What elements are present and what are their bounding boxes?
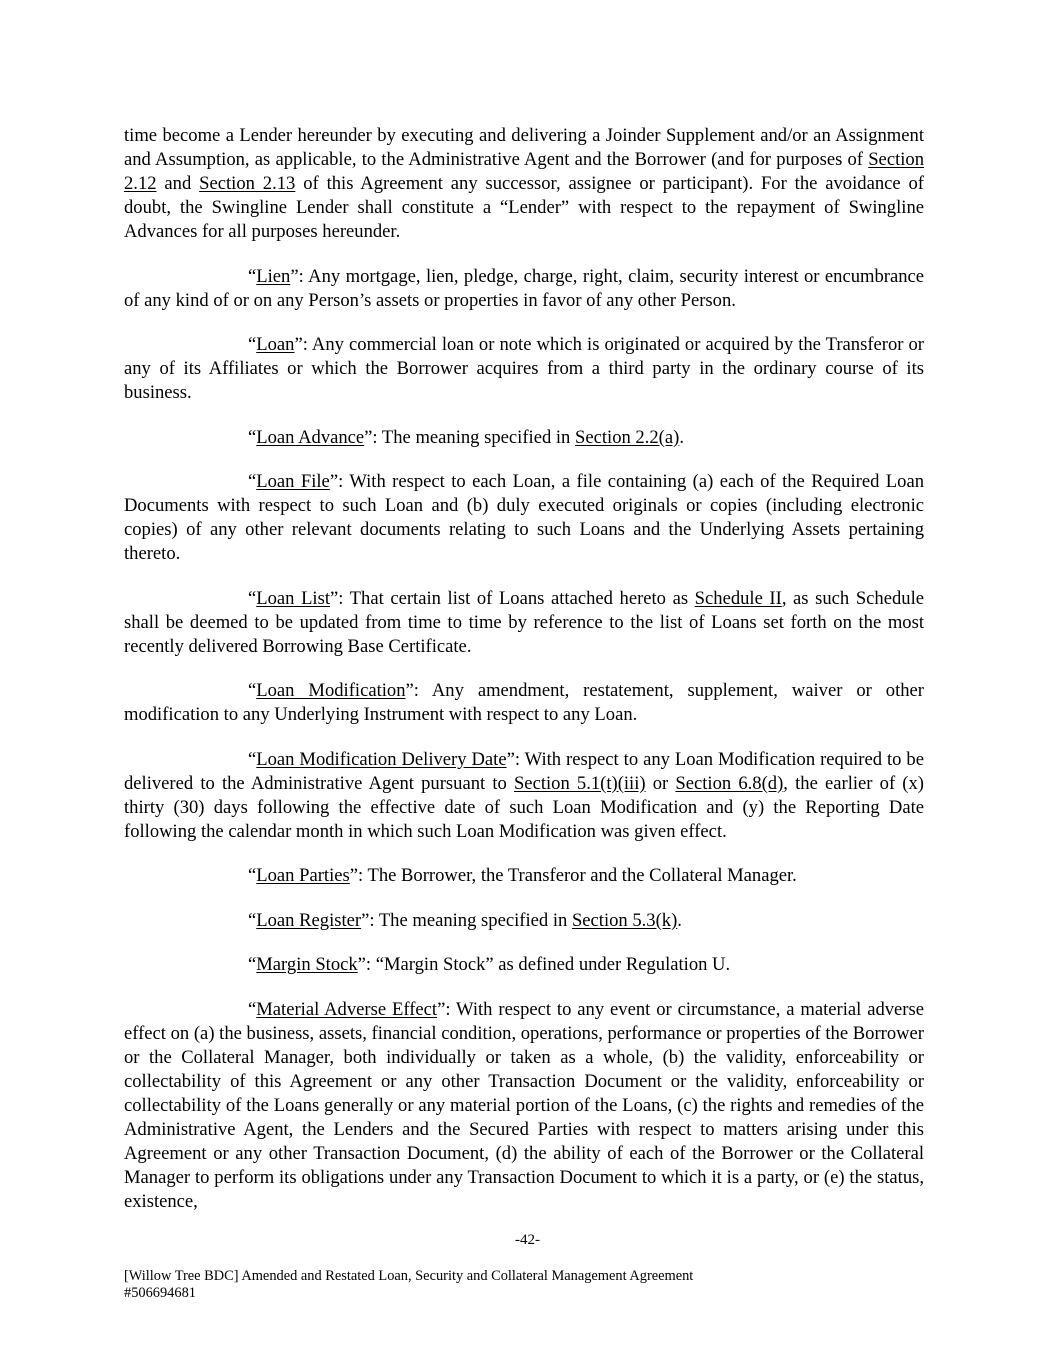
definition-loan-list (124, 587, 924, 659)
definition-loan-parties (124, 864, 924, 888)
defined-term: Loan Modification Delivery Date (256, 748, 507, 770)
open-quote: “ (248, 954, 257, 975)
open-quote: “ (248, 334, 257, 355)
defined-term: Loan Register (256, 909, 362, 931)
definition-loan-register (124, 909, 924, 933)
open-quote: “ (248, 471, 257, 492)
text-run: of this Agreement any successor, assignee or participant). For the avoidance of doubt, the Swingline Lender shall constitute a “Lender” with respect to the repayment of Swingline Advances for all purposes hereunder. (124, 173, 924, 242)
definition-text-end: , as such Schedule shall be deemed to be updated from time to time by reference to the list of Loans set forth on the most recently delivered Borrowing Base Certificate. (124, 587, 924, 657)
definition-text: ”: Any mortgage, lien, pledge, charge, right, claim, security interest or encumbrance of any kind of or on any Person’s assets or properties in favor of any other Person. (124, 265, 924, 311)
open-quote: “ (248, 998, 257, 1020)
schedule-reference: Schedule II (694, 587, 782, 609)
definition-text: ”: Any commercial loan or note which is originated or acquired by the Transferor or any of its Affiliates or which the Borrower acquires from a third party in the ordinary course of its business. (124, 334, 924, 403)
defined-term: Margin Stock (256, 954, 358, 975)
definition-text: ”: With respect to any Loan Modification required to be delivered to the Administrative Agent pursuant to (124, 748, 924, 794)
section-reference: Section 5.3(k) (571, 909, 678, 931)
defined-term: Loan File (256, 471, 330, 492)
section-reference: Section 2.2(a) (575, 426, 680, 448)
text-run: time become a Lender hereunder by executing and delivering a Joinder Supplement and/or an Assignment and Assumption, as applicable, to the Administrative Agent and the Borrower (and for purposes of (124, 125, 924, 170)
definition-text-mid: or (645, 772, 676, 794)
defined-term: Loan Advance (256, 426, 365, 448)
section-reference: Section 2.13 (199, 173, 296, 194)
definition-loan (124, 333, 924, 405)
document-body (124, 124, 924, 1234)
open-quote: “ (248, 680, 257, 701)
defined-term: Lien (256, 265, 291, 287)
definition-text-end: . (677, 909, 682, 931)
definition-text-end: . (679, 426, 684, 448)
document-footer (124, 1268, 924, 1302)
defined-term: Loan Parties (256, 865, 350, 886)
open-quote: “ (248, 909, 257, 931)
open-quote: “ (248, 587, 257, 609)
open-quote: “ (248, 748, 257, 770)
open-quote: “ (248, 265, 257, 287)
defined-term: Loan List (256, 587, 330, 609)
definition-text: ”: The Borrower, the Transferor and the Collateral Manager. (349, 865, 797, 886)
section-reference: Section 2.12 (124, 149, 924, 194)
definition-text: ”: That certain list of Loans attached hereto as (330, 587, 695, 609)
section-reference: Section 6.8(d) (675, 772, 784, 794)
definition-lien (124, 265, 924, 313)
definition-text-end: , the earlier of (x) thirty (30) days following the effective date of such Loan Modification and (y) the Reporting Date following the calendar month in which such Loan Modification was given effect. (124, 772, 924, 842)
page-number: -42- (515, 1232, 540, 1248)
definition-text: ”: The meaning specified in (364, 426, 576, 448)
text-run: and (156, 173, 200, 194)
definition-text: ”: The meaning specified in (361, 909, 572, 931)
definition-loan-file (124, 470, 924, 566)
defined-term: Material Adverse Effect (256, 998, 438, 1020)
definition-margin-stock (124, 953, 924, 977)
definition-loan-modification-delivery-date (124, 748, 924, 844)
definition-material-adverse-effect (124, 998, 924, 1214)
open-quote: “ (248, 865, 257, 886)
section-reference: Section 5.1(t)(iii) (513, 772, 646, 794)
definition-text: ”: Any amendment, restatement, supplement, waiver or other modification to any Underlying Instrument with respect to any Loan. (124, 680, 925, 725)
open-quote: “ (248, 426, 257, 448)
footer-doc-id: #506694681 (124, 1285, 196, 1301)
continuation-paragraph (124, 124, 924, 244)
footer-title: [Willow Tree BDC] Amended and Restated Loan, Security and Collateral Management Agreement (124, 1268, 694, 1284)
definition-text: ”: “Margin Stock” as defined under Regulation U. (357, 954, 731, 975)
definition-text: ”: With respect to each Loan, a file containing (a) each of the Required Loan Documents with respect to such Loan and (b) duly executed originals or copies (including electronic copies) of any other relevant documents relating to such Loans and the Underlying Assets pertaining thereto. (124, 471, 925, 564)
defined-term: Loan (256, 334, 295, 355)
defined-term: Loan Modification (256, 680, 406, 701)
definition-loan-advance (124, 426, 924, 450)
definition-text: ”: With respect to any event or circumstance, a material adverse effect on (a) the business, assets, financial condition, operations, performance or properties of the Borrower or the Collateral Manager, both individually or taken as a whole, (b) the validity, enforceability or collectability of this Agreement or any other Transaction Document or the validity, enforceability or collectability of the Loans generally or any material portion of the Loans, (c) the rights and remedies of the Administrative Agent, the Lenders and the Secured Parties with respect to matters arising under this Agreement or any other Transaction Document, (d) the ability of each of the Borrower or the Collateral Manager to perform its obligations under any Transaction Document to which it is a party, or (e) the status, existence, (124, 998, 924, 1212)
definition-loan-modification (124, 679, 924, 727)
